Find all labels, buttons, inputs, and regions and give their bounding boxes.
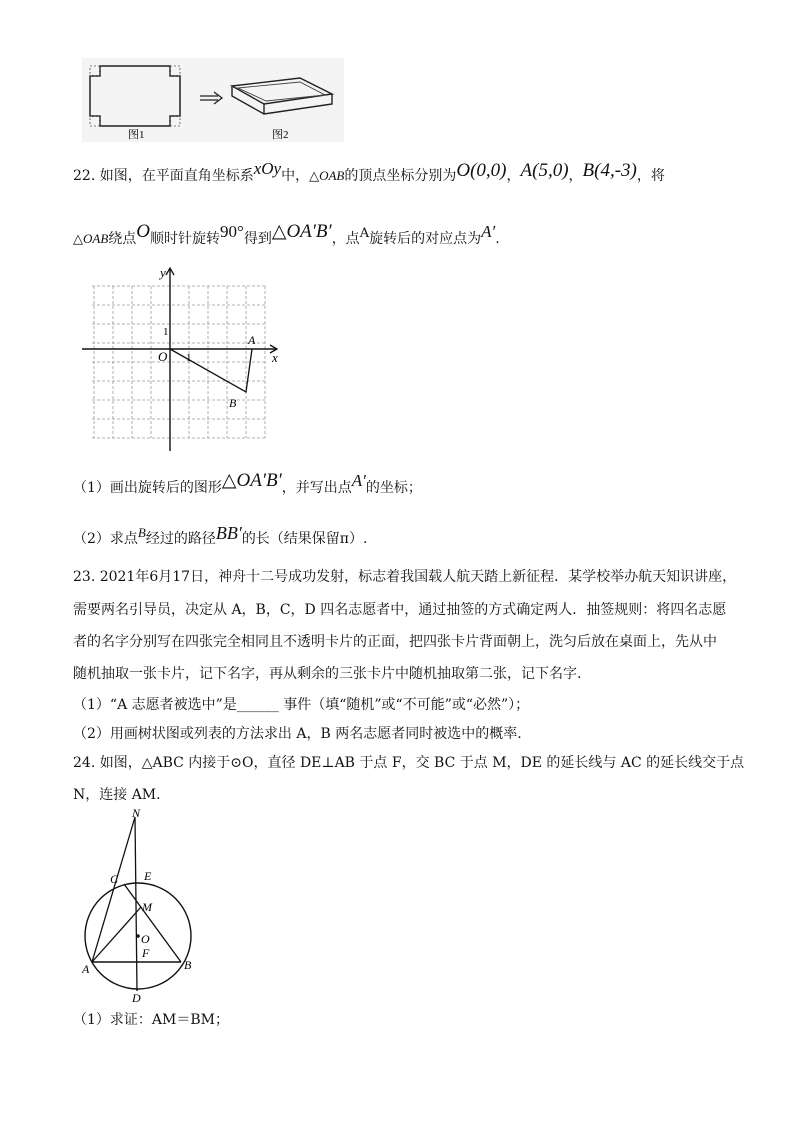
q22-part1 — [73, 470, 422, 498]
tick-one-y: 1 — [163, 326, 169, 338]
caption-fig2: 图2 — [272, 129, 289, 141]
q23-line1: 23. 2021年6月17日，神舟十二号成功发射，标志着我国载人航天踏上新征程．某学校举办航天知识讲座， — [73, 569, 737, 585]
point-a-label: A — [248, 333, 256, 347]
q22-text: ，将 — [636, 168, 665, 184]
box-figure — [82, 58, 344, 142]
q22-text: （1）画出旋转后的图形 — [73, 480, 222, 496]
point-b-label: B — [229, 396, 237, 410]
q22-text: 得到 — [243, 231, 272, 247]
math-a: A — [359, 226, 370, 241]
q23-line4: 随机抽取一张卡片，记下名字，再从剩余的三张卡片中随机抽取第二张，记下名字. — [73, 666, 582, 682]
x-axis-label: x — [272, 350, 278, 365]
q22-text: 中， — [281, 168, 310, 184]
segment-am — [92, 907, 141, 962]
q23-part2: （2）用画树状图或列表的方法求出 A，B 两名志愿者同时被选中的概率. — [73, 726, 522, 742]
q22-text: 的长（结果保留π）. — [241, 531, 368, 547]
label-e: E — [144, 869, 152, 883]
q22-text: 22. 如图，在平面直角坐标系 — [73, 168, 254, 184]
q23-line2: 需要两名引导员，决定从 A，B，C，D 四名志愿者中，通过抽签的方式确定两人．抽签规则：将四名志愿 — [73, 602, 727, 618]
q24-line2: N，连接 AM. — [73, 787, 161, 803]
circle-figure-svg — [80, 805, 210, 1005]
label-o: O — [141, 932, 150, 946]
q22-text: 的坐标； — [365, 480, 422, 496]
q23-part1: （1）“A 志愿者被选中”是______ 事件（填“随机”或“不可能”或“必然”）； — [73, 697, 530, 713]
math-xoy: xOy — [253, 159, 282, 178]
q22-text: 经过的路径 — [145, 531, 216, 547]
triangle-oab — [170, 349, 252, 392]
math-tri-oab: △OAB — [73, 231, 109, 246]
label-b: B — [184, 958, 192, 972]
arc-label: BB′ — [215, 523, 242, 543]
q22-text: （2）求点 — [73, 531, 138, 547]
q22-line2 — [73, 221, 500, 250]
label-f: F — [142, 946, 150, 960]
label-m: M — [142, 900, 152, 914]
circle-figure — [80, 805, 210, 1005]
q22-text: . — [495, 231, 500, 247]
math-tri-oa-b: △OA′B′ — [221, 470, 282, 491]
box-figure-svg — [82, 58, 344, 142]
math-o-coord: O(0,0) — [456, 160, 507, 181]
q22-part2 — [73, 523, 368, 549]
point-o-label: O — [158, 349, 168, 364]
segment-nd — [135, 817, 137, 991]
math-tri-oab: △OAB — [309, 168, 345, 183]
coordinate-grid-svg — [80, 265, 290, 455]
math-b-coord: B(4,-3) — [582, 160, 637, 181]
q22-text: 绕点 — [108, 231, 137, 247]
math-angle: 90° — [220, 222, 244, 241]
math-tri-oa-b: △OA′B′ — [271, 221, 332, 242]
q22-text: 旋转后的对应点为 — [369, 231, 482, 247]
math-a-prime: A′ — [481, 222, 496, 241]
center-dot — [136, 934, 140, 938]
grid-lines — [92, 286, 267, 438]
math-arc-bb — [216, 523, 242, 543]
label-d: D — [132, 991, 141, 1005]
math-a-prime: A′ — [351, 471, 366, 490]
q22-text: 顺时针旋转 — [150, 231, 221, 247]
coordinate-grid-figure — [80, 265, 290, 455]
caption-fig1: 图1 — [128, 129, 145, 141]
math-b: B — [137, 525, 146, 540]
y-axis-label: y — [160, 265, 166, 280]
q22-text: 的顶点坐标分别为 — [344, 168, 457, 184]
q24-line1: 24. 如图，△ABC 内接于⊙O，直径 DE⊥AB 于点 F，交 BC 于点 M，DE 的延长线与 AC 的延长线交于点 — [73, 755, 745, 771]
q22-text: ，并写出点 — [281, 480, 352, 496]
math-a-coord: A(5,0) — [520, 160, 569, 181]
math-o: O — [136, 221, 151, 242]
q24-part1: （1）求证：AM＝BM； — [73, 1012, 229, 1028]
q23-line3: 者的名字分别写在四张完全相同且不透明卡片的正面，把四张卡片背面朝上，洗匀后放在桌面上，先从中 — [73, 634, 717, 650]
q22-line1: 22. 如图，在平面直角坐标系xOy中，△OAB的顶点坐标分别为O(0,0)，A(5,0)，B(4,-3)，将 — [73, 159, 665, 184]
label-n: N — [132, 806, 141, 820]
label-a: A — [82, 962, 90, 976]
label-c: C — [110, 872, 119, 886]
tick-one-x: 1 — [186, 352, 192, 364]
q22-text: ，点 — [331, 231, 360, 247]
